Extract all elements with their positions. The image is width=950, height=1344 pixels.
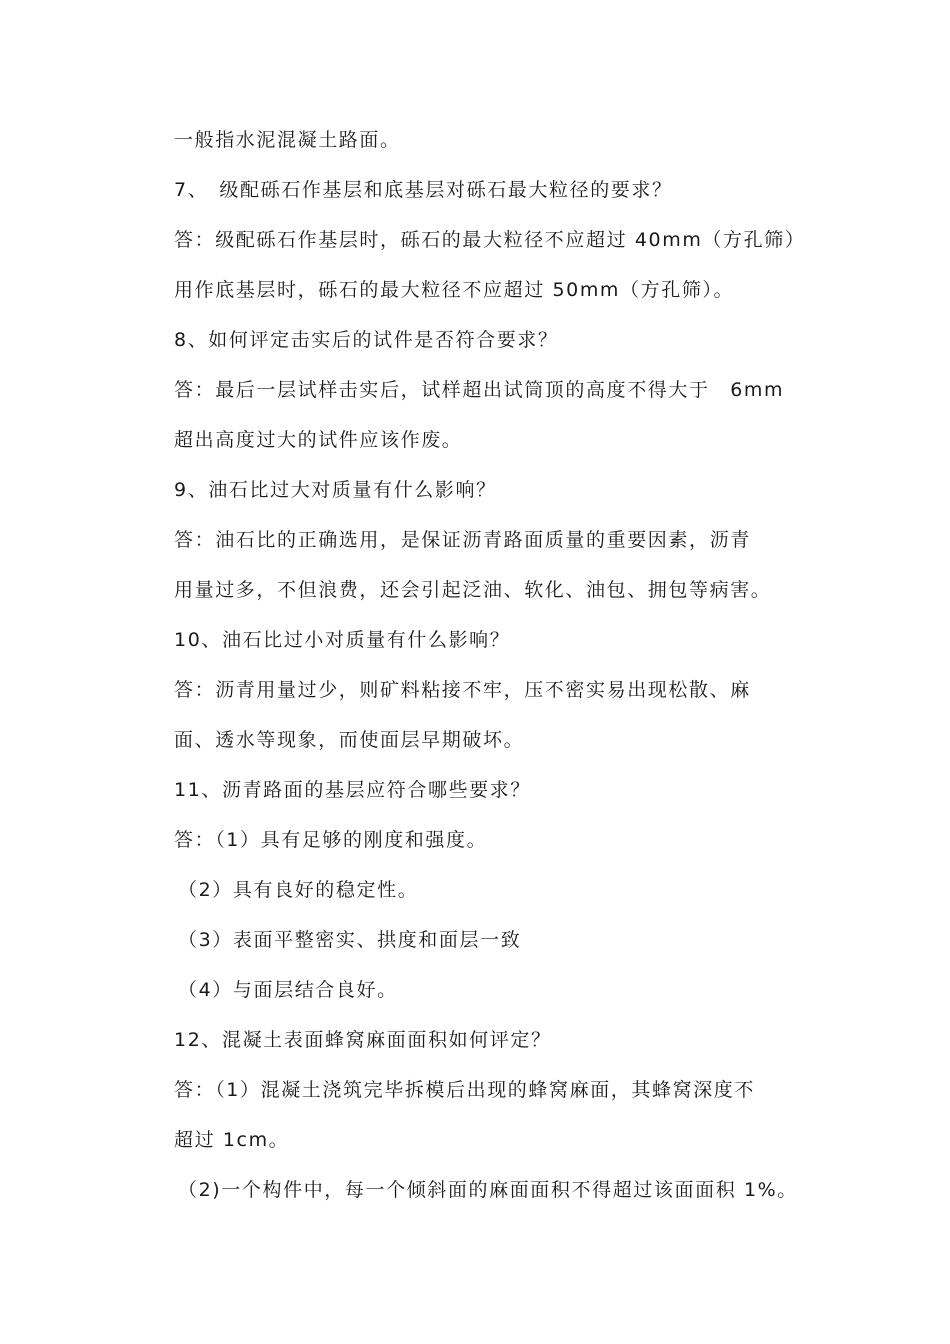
answer-10-line-1: 答：沥青用量过少，则矿料粘接不牢，压不密实易出现松散、麻 (174, 679, 751, 701)
answer-12-item-2: （2)一个构件中，每一个倾斜面的麻面面积不得超过该面面积 1%。 (178, 1179, 798, 1201)
answer-10-line-2: 面、透水等现象，而使面层早期破坏。 (174, 729, 525, 751)
answer-9-line-2: 用量过多，不但浪费，还会引起泛油、软化、油包、拥包等病害。 (174, 579, 772, 601)
answer-12-line-1: 答：（1）混凝土浇筑完毕拆模后出现的蜂窝麻面，其蜂窝深度不 (174, 1079, 755, 1101)
answer-11-item-1: 答：（1）具有足够的刚度和强度。 (174, 829, 488, 851)
answer-11-item-4: （4）与面层结合良好。 (178, 979, 398, 1001)
question-8: 8、如何评定击实后的试件是否符合要求？ (174, 329, 559, 351)
question-9: 9、油石比过大对质量有什么影响？ (174, 479, 497, 501)
question-12: 12、混凝土表面蜂窝麻面面积如何评定？ (174, 1029, 552, 1051)
answer-12-line-2: 超过 1cm。 (174, 1129, 290, 1151)
answer-7-line-2: 用作底基层时，砾石的最大粒径不应超过 50mm（方孔筛）。 (174, 279, 735, 301)
question-10: 10、油石比过小对质量有什么影响？ (174, 629, 511, 651)
text-line: 一般指水泥混凝土路面。 (174, 129, 401, 151)
answer-11-item-2: （2）具有良好的稳定性。 (178, 879, 419, 901)
question-7: 7、 级配砾石作基层和底基层对砾石最大粒径的要求？ (174, 179, 673, 201)
answer-8-line-2: 超出高度过大的试件应该作废。 (174, 429, 463, 451)
answer-7-line-1: 答：级配砾石作基层时，砾石的最大粒径不应超过 40mm（方孔筛） (174, 229, 806, 251)
question-11: 11、沥青路面的基层应符合哪些要求？ (174, 779, 531, 801)
answer-11-item-3: （3）表面平整密实、拱度和面层一致 (178, 929, 522, 951)
answer-8-line-1: 答：最后一层试样击实后，试样超出试筒顶的高度不得大于 6mm (174, 379, 785, 401)
answer-9-line-1: 答：油石比的正确选用，是保证沥青路面质量的重要因素，沥青 (174, 529, 751, 551)
